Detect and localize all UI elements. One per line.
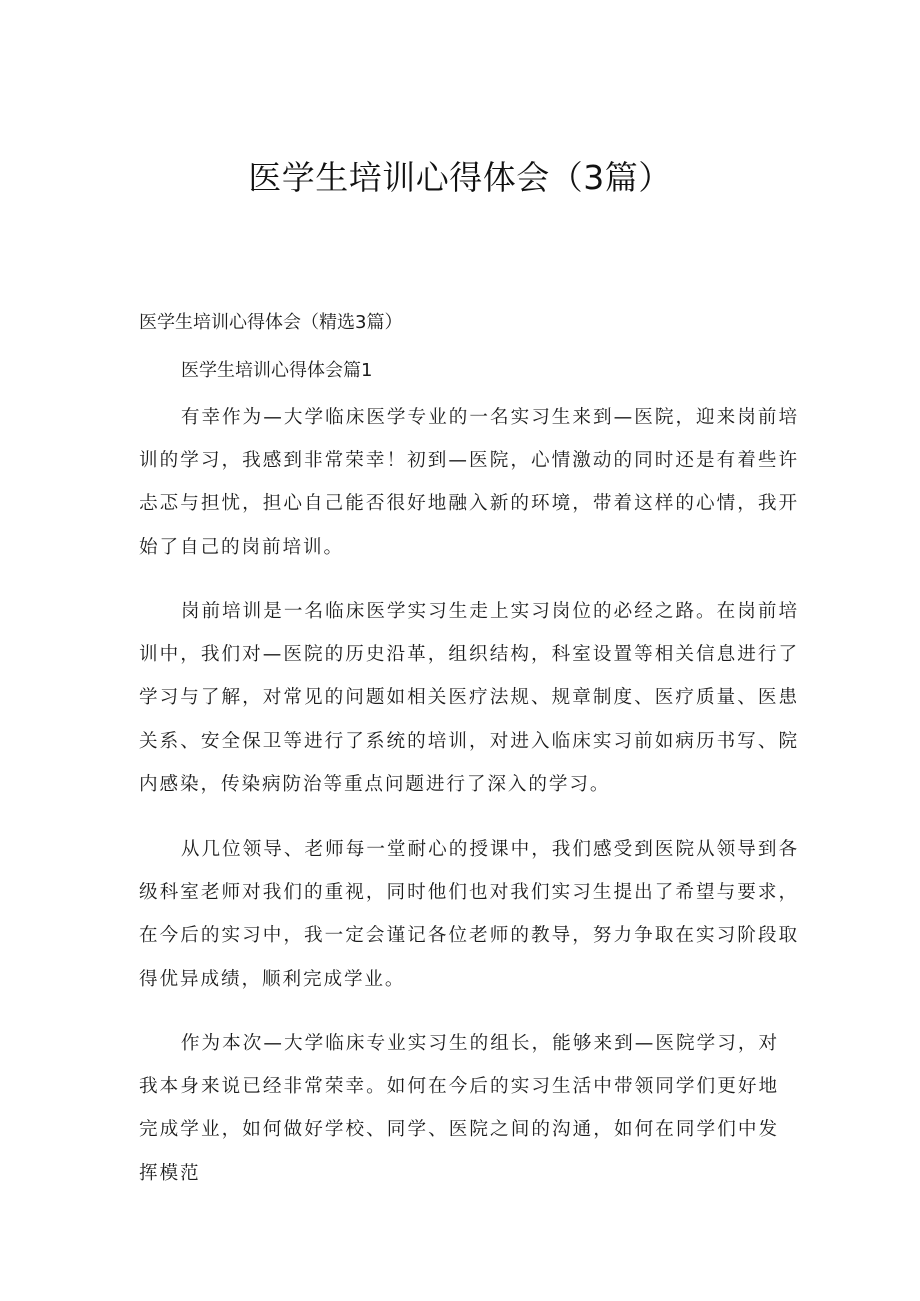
- paragraph-4: 作为本次—大学临床专业实习生的组长，能够来到—医院学习，对我本身来说已经非常荣幸。如何在今后的实习生活中带领同学们更好地完成学业，如何做好学校、同学、医院之间的沟通，如何在同学们中发挥模范: [139, 1033, 779, 1184]
- document-subtitle: 医学生培训心得体会（精选3篇）: [139, 312, 403, 333]
- section-heading: 医学生培训心得体会篇1: [181, 360, 373, 381]
- paragraph-2: 岗前培训是一名临床医学实习生走上实习岗位的必经之路。在岗前培训中，我们对—医院的历史沿革，组织结构，科室设置等相关信息进行了学习与了解，对常见的问题如相关医疗法规、规章制度、医疗质量、医患关系、安全保卫等进行了系统的培训，对进入临床实习前如病历书写、院内感染，传染病防治等重点问题进行了深入的学习。: [139, 601, 799, 795]
- paragraph-1: 有幸作为—大学临床医学专业的一名实习生来到—医院，迎来岗前培训的学习，我感到非常荣幸！初到—医院，心情激动的同时还是有着些许忐忑与担忧，担心自己能否很好地融入新的环境，带着这样的心情，我开始了自己的岗前培训。: [139, 407, 799, 558]
- paragraph-3: 从几位领导、老师每一堂耐心的授课中，我们感受到医院从领导到各级科室老师对我们的重视，同时他们也对我们实习生提出了希望与要求，在今后的实习中，我一定会谨记各位老师的教导，努力争取在实习阶段取得优异成绩，顺利完成学业。: [139, 839, 799, 990]
- page-title: 医学生培训心得体会（3篇）: [248, 158, 672, 197]
